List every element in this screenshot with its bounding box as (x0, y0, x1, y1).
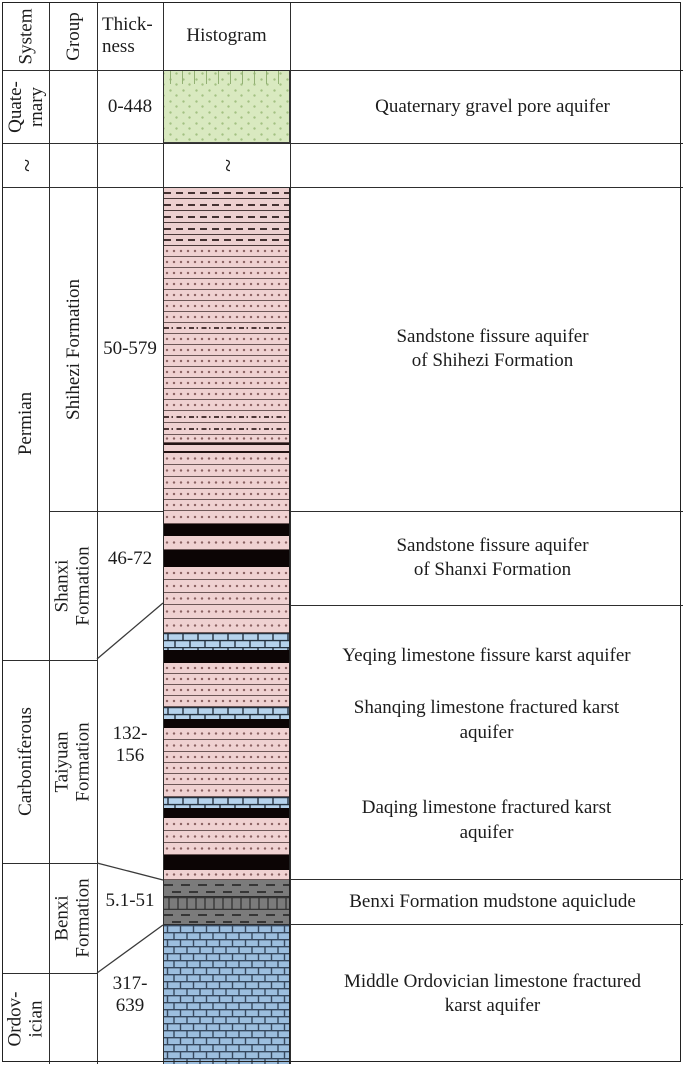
description-benxi-text: Benxi Formation mudstone aquiclude (349, 890, 636, 912)
layer-sandstone-dash (164, 223, 289, 235)
description-cell-ordovician (290, 924, 685, 1064)
description-ordovician-text: Middle Ordovician limestone fractured karst aquifer (343, 971, 642, 1016)
layer-sandstone-dot (164, 818, 289, 831)
layer-sandstone-dot (164, 774, 289, 785)
layer-sandstone-dot (164, 619, 289, 633)
group-benxi-label: Benxi Formation (52, 878, 95, 958)
system-quaternary-label: Quate- rnary (4, 80, 47, 133)
thickness-cell-taiyuan (97, 680, 163, 810)
group-cell-taiyuan (49, 660, 97, 863)
layer-coal (164, 524, 289, 536)
histogram-stack (163, 187, 290, 1064)
layer-sandstone-dot (164, 740, 289, 752)
layer-sandstone-dashdot (164, 323, 289, 334)
layer-sandstone-dot (164, 367, 289, 378)
grid-vline-group-thickness (97, 2, 98, 1064)
system-cell-ordovician (2, 973, 49, 1064)
description-daqing-text: Daqing limestone fractured karst aquifer (361, 797, 612, 843)
grid-hline-desc-benxi-ordovician (290, 924, 683, 925)
thickness-benxi-value: 5.1-51 (105, 890, 155, 911)
layer-sandstone-dot (164, 785, 289, 797)
layer-limestone (164, 633, 289, 650)
description-cell-shanxi (290, 511, 685, 605)
layer-sandstone-dot (164, 279, 289, 290)
layer-mudstone (164, 910, 289, 925)
thickness-cell-benxi (97, 863, 163, 939)
description-quaternary-text: Quaternary gravel pore aquifer (375, 95, 610, 117)
layer-sandstone-dot (164, 752, 289, 763)
layer-sandstone-dot (164, 870, 289, 880)
description-cell-quaternary (290, 70, 685, 143)
layer-sandstone-dot (164, 763, 289, 774)
system-cell-permian (2, 187, 49, 660)
description-shanqing-text: Shanqing limestone fractured karst aquifer (353, 697, 620, 743)
group-shihezi-label: Shihezi Formation (62, 278, 84, 420)
grid-hline-unconformity-bottom (2, 187, 683, 188)
system-carboniferous-label: Carboniferous (15, 707, 37, 816)
system-cell-quaternary (2, 70, 49, 143)
layer-sandstone-dot (164, 345, 289, 356)
grid-vline-system-group (49, 2, 50, 1064)
layer-sandstone-dot (164, 301, 289, 312)
layer-sandstone-dash (164, 199, 289, 211)
layer-coal (164, 550, 289, 567)
layer-sandstone-dot (164, 580, 289, 593)
group-cell-benxi (49, 863, 97, 973)
layer-coal (164, 719, 289, 728)
grid-hline-desc-shanxi-karst (290, 605, 683, 606)
header-group-label: Group (62, 11, 84, 61)
layer-coal (164, 855, 289, 870)
layer-sandstone-dot (164, 268, 289, 279)
thickness-taiyuan-value: 132- 156 (112, 723, 148, 766)
grid-vline-thickness-histogram (163, 2, 164, 1064)
layer-mudstone (164, 880, 289, 897)
layer-sandstone-dot (164, 511, 289, 524)
layer-sandstone-dot (164, 290, 289, 301)
layer-sandstone-dot (164, 312, 289, 323)
layer-sandstone-dot (164, 334, 289, 345)
layer-sandstone-dot (164, 605, 289, 619)
layer-sandstone-dot (164, 674, 289, 685)
layer-sandstone-plain (164, 443, 289, 453)
thickness-cell-shanxi (97, 511, 163, 606)
header-thickness-label: Thick- ness (102, 14, 153, 57)
layer-sandstone-dot (164, 500, 289, 511)
layer-limestone-massive (164, 925, 289, 1064)
layer-sandstone-dot (164, 489, 289, 500)
layer-sandstone-dash (164, 235, 289, 246)
layer-sandstone-dot (164, 389, 289, 400)
header-histogram-label: Histogram (186, 25, 267, 46)
thickness-shihezi-value: 50-579 (103, 338, 157, 359)
grid-hline-permian-carboniferous (2, 660, 97, 661)
header-histogram (163, 2, 290, 70)
group-taiyuan-label: Taiyuan Formation (52, 721, 95, 802)
description-cell-shihezi (290, 187, 685, 511)
layer-coal (164, 650, 289, 663)
header-thickness (97, 2, 163, 70)
layer-sandstone-dot (164, 356, 289, 367)
layer-sandstone-dot (164, 696, 289, 707)
layer-sandstone-dot (164, 593, 289, 605)
layer-coal (164, 808, 289, 818)
layer-sandstone-dot (164, 536, 289, 550)
histogram-cell-unconformity (163, 143, 290, 187)
system-ordovician-label: Ordov- ician (4, 991, 47, 1046)
grid-hline-desc-shihezi-shanxi (290, 511, 683, 512)
group-cell-shihezi (49, 187, 97, 511)
layer-mudstone-limy (164, 897, 289, 910)
layer-sandstone-dot (164, 453, 289, 465)
layer-sandstone-dot (164, 246, 289, 257)
system-permian-label: Permian (15, 391, 37, 456)
layer-limestone (164, 797, 289, 808)
thickness-quaternary-value: 0-448 (107, 95, 153, 117)
grid-hline-benxi-ordovician (2, 973, 97, 974)
group-cell-shanxi (49, 511, 97, 660)
grid-hline-quaternary-bottom (2, 143, 683, 144)
system-cell-unconformity (2, 143, 49, 187)
layer-sandstone-dot (164, 257, 289, 268)
histogram-quaternary-gravel-layer (163, 70, 290, 143)
layer-limestone (164, 707, 289, 719)
layer-sandstone-dashdot (164, 411, 289, 423)
grid-hline-desc-karst-benxi (290, 879, 683, 880)
layer-sandstone-dot (164, 378, 289, 389)
layer-sandstone-dot (164, 663, 289, 674)
unconformity-symbol-histogram: ~ (213, 158, 240, 172)
layer-sandstone-dot (164, 465, 289, 477)
grid-hline-header-bottom (2, 70, 683, 71)
layer-sandstone-dot (164, 400, 289, 411)
layer-sandstone-dot (164, 477, 289, 489)
header-system (2, 2, 49, 70)
grid-hline-shihezi-shanxi (49, 511, 163, 512)
description-yeqing-text: Yeqing limestone fissure karst aquifer (342, 645, 631, 666)
layer-sandstone-dash (164, 211, 289, 223)
layer-sandstone-dash (164, 187, 289, 199)
header-system-label: System (15, 8, 37, 64)
header-group (49, 2, 97, 70)
thickness-cell-ordovician (97, 960, 163, 1030)
system-cell-carboniferous (2, 660, 49, 863)
grid-vline-histogram-description (290, 2, 291, 1064)
layer-sandstone-dashdot (164, 423, 289, 435)
layer-sandstone-dot (164, 831, 289, 843)
group-shanxi-label: Shanxi Formation (52, 545, 95, 626)
description-shihezi-text: Sandstone fissure aquifer of Shihezi Formation (396, 326, 589, 371)
thickness-cell-shihezi (97, 187, 163, 511)
description-shanxi-text: Sandstone fissure aquifer of Shanxi Formation (396, 535, 589, 580)
thickness-ordovician-value: 317- 639 (112, 973, 148, 1016)
thickness-shanxi-value: 46-72 (107, 547, 153, 569)
layer-sandstone-dot (164, 728, 289, 740)
description-cell-karst-aquifers (290, 605, 683, 879)
layer-sandstone-dot (164, 567, 289, 580)
grid-hline-carboniferous-benxi (2, 863, 97, 864)
layer-sandstone-dot (164, 843, 289, 855)
layer-sandstone-dot (164, 435, 289, 443)
unconformity-symbol-system: ~ (12, 158, 39, 172)
description-cell-benxi (290, 879, 685, 924)
thickness-cell-quaternary (97, 70, 163, 143)
layer-sandstone-dot (164, 685, 289, 696)
